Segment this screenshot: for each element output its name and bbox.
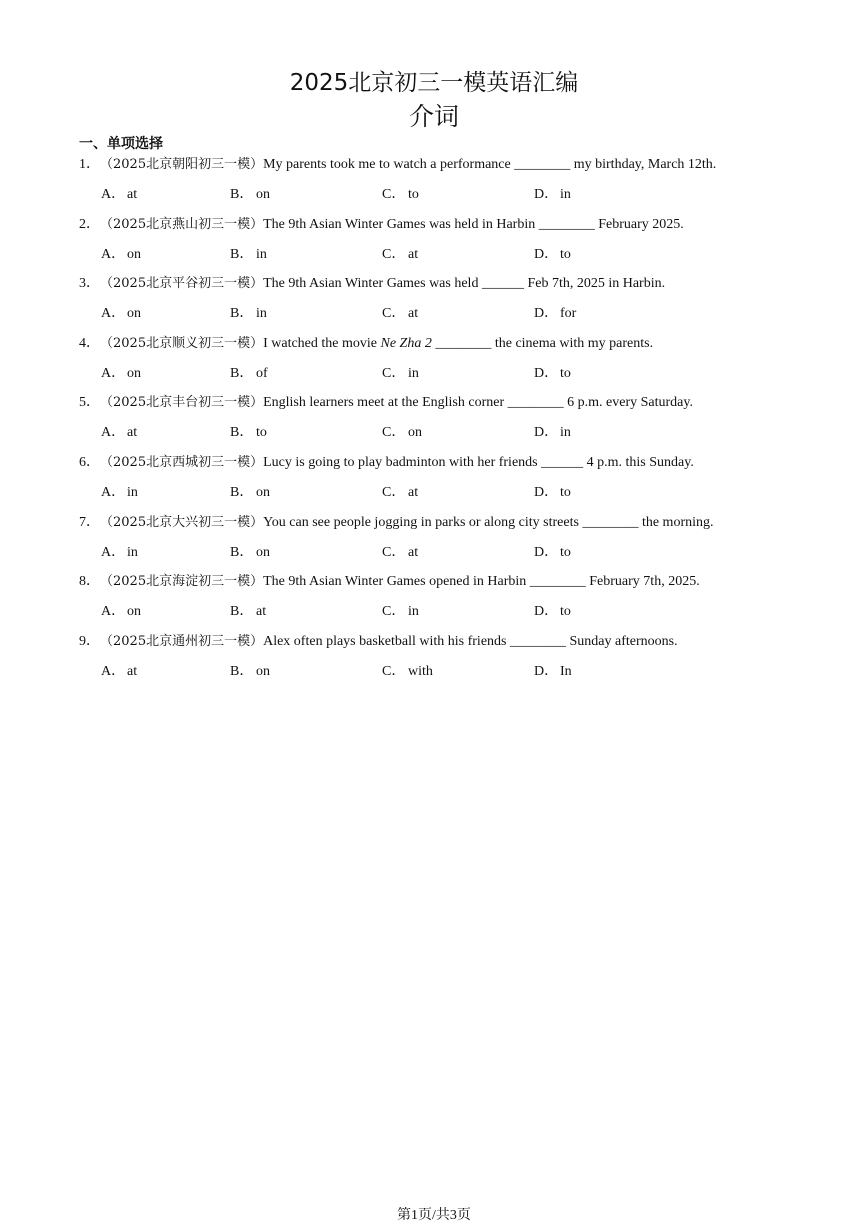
option-letter: A．: [101, 246, 126, 262]
option-text: at: [256, 604, 267, 620]
option-letter: C．: [382, 484, 406, 500]
question-text-end: the cinema with my parents.: [494, 335, 654, 351]
answer-option: [534, 602, 571, 622]
answer-option: [382, 185, 419, 205]
option-letter: A．: [101, 663, 126, 679]
answer-options: [0, 483, 868, 503]
question-number: 1．: [79, 157, 100, 172]
answer-option: [534, 543, 571, 563]
option-text: in: [127, 544, 138, 560]
option-text: in: [560, 187, 571, 202]
option-text: for: [560, 306, 577, 322]
question-text: The 9th Asian Winter Games was held: [263, 276, 479, 292]
question-text: My parents took me to watch a performance: [263, 157, 511, 172]
option-letter: A．: [101, 544, 126, 560]
answer-option: [101, 483, 138, 503]
answer-blank: ______: [481, 276, 524, 292]
option-letter: A．: [101, 187, 126, 202]
answer-option: [534, 245, 571, 265]
answer-options: [0, 662, 868, 682]
answer-option: [101, 304, 141, 324]
answer-option: [230, 304, 267, 324]
option-letter: C．: [382, 663, 406, 679]
answer-options: [0, 245, 868, 265]
section-heading: 一、单项选择: [79, 136, 163, 152]
answer-options: [0, 304, 868, 324]
question-item: [0, 509, 868, 569]
option-text: on: [256, 544, 270, 560]
page-title: 2025北京初三一模英语汇编: [289, 70, 579, 96]
option-text: at: [408, 246, 419, 262]
option-letter: C．: [382, 246, 406, 262]
question-number: 9．: [79, 633, 100, 649]
answer-option: [382, 602, 419, 622]
option-letter: B．: [230, 187, 254, 202]
question-stem: [79, 453, 694, 473]
question-number: 6．: [79, 454, 100, 470]
question-source: （2025北京西城初三一模）: [100, 454, 264, 470]
answer-option: [101, 245, 141, 265]
answer-option: [382, 364, 419, 384]
answer-option: [230, 245, 267, 265]
question-text-end: the morning.: [641, 514, 714, 530]
question-stem: [79, 334, 653, 354]
option-letter: D．: [534, 604, 559, 620]
answer-option: [101, 185, 137, 205]
option-text: to: [560, 484, 571, 500]
answer-option: [382, 483, 418, 503]
option-text: with: [408, 663, 433, 679]
answer-option: [382, 543, 418, 563]
option-letter: D．: [534, 306, 559, 322]
answer-blank: ________: [435, 335, 492, 351]
option-letter: D．: [534, 246, 559, 262]
answer-option: [230, 423, 267, 443]
option-letter: A．: [101, 604, 126, 620]
question-text: You can see people jogging in parks or along city streets: [263, 514, 579, 530]
answer-option: [382, 304, 418, 324]
question-stem: [79, 155, 716, 175]
question-item: [0, 568, 868, 628]
answer-blank: ________: [514, 157, 571, 172]
question-italic-title: Ne Zha 2: [380, 335, 432, 351]
answer-option: [534, 364, 571, 384]
question-number: 8．: [79, 574, 100, 590]
question-number: 2．: [79, 216, 100, 232]
question-source: （2025北京平谷初三一模）: [100, 276, 264, 292]
question-text-end: Sunday afternoons.: [569, 633, 678, 649]
option-text: at: [127, 663, 138, 679]
question-item: [0, 211, 868, 271]
question-text: Lucy is going to play badminton with her friends: [263, 454, 538, 470]
answer-option: [534, 483, 571, 503]
option-letter: C．: [382, 425, 406, 441]
question-stem: [79, 632, 678, 652]
answer-blank: ________: [582, 514, 639, 530]
question-text-end: February 2025.: [598, 216, 684, 232]
answer-option: [230, 662, 270, 682]
option-letter: D．: [534, 544, 559, 560]
answer-options: [0, 543, 868, 563]
answer-options: [0, 185, 868, 205]
answer-option: [101, 662, 137, 682]
answer-option: [382, 662, 433, 682]
answer-option: [230, 185, 270, 205]
question-text-end: my birthday, March 12th.: [573, 157, 717, 172]
question-number: 3．: [79, 276, 100, 292]
question-text: The 9th Asian Winter Games opened in Harbin: [263, 574, 527, 590]
question-text-end: February 7th, 2025.: [589, 574, 700, 590]
option-text: on: [127, 306, 141, 322]
question-stem: [79, 215, 684, 235]
answer-option: [534, 423, 571, 443]
question-source: （2025北京燕山初三一模）: [100, 216, 264, 232]
option-letter: B．: [230, 246, 254, 262]
answer-option: [230, 364, 268, 384]
question-source: （2025北京通州初三一模）: [100, 633, 264, 649]
option-letter: C．: [382, 544, 406, 560]
option-letter: A．: [101, 425, 126, 441]
answer-blank: ________: [529, 574, 586, 590]
option-letter: B．: [230, 484, 254, 500]
option-letter: A．: [101, 306, 126, 322]
answer-option: [101, 364, 141, 384]
answer-option: [534, 185, 571, 205]
option-letter: B．: [230, 425, 254, 441]
answer-options: [0, 602, 868, 622]
option-text: to: [560, 365, 571, 381]
option-text: of: [256, 365, 268, 381]
option-letter: B．: [230, 663, 254, 679]
answer-option: [230, 543, 270, 563]
option-text: on: [256, 187, 270, 202]
option-text: In: [560, 663, 572, 679]
question-list: [0, 151, 868, 687]
option-text: in: [408, 604, 419, 620]
option-text: in: [560, 425, 571, 441]
option-letter: A．: [101, 365, 126, 381]
question-source: （2025北京丰台初三一模）: [100, 395, 264, 411]
option-text: in: [127, 484, 138, 500]
option-text: on: [127, 246, 141, 262]
question-item: [0, 628, 868, 688]
option-text: at: [127, 187, 138, 202]
option-letter: B．: [230, 306, 254, 322]
option-text: on: [127, 604, 141, 620]
option-text: at: [408, 484, 419, 500]
option-text: in: [256, 246, 267, 262]
question-text-end: 4 p.m. this Sunday.: [586, 454, 694, 470]
option-text: in: [256, 306, 267, 322]
option-letter: D．: [534, 663, 559, 679]
question-source: （2025北京海淀初三一模）: [100, 574, 264, 590]
answer-option: [101, 423, 137, 443]
answer-option: [534, 304, 576, 324]
answer-blank: ________: [510, 633, 566, 649]
option-text: on: [127, 365, 141, 381]
option-letter: C．: [382, 187, 406, 202]
question-stem: [79, 274, 665, 294]
answer-option: [101, 602, 141, 622]
option-letter: A．: [101, 484, 126, 500]
option-text: on: [256, 663, 270, 679]
answer-option: [382, 245, 418, 265]
option-text: to: [256, 425, 267, 441]
answer-blank: ________: [538, 216, 595, 232]
question-text-end: Feb 7th, 2025 in Harbin.: [527, 276, 666, 292]
question-item: [0, 151, 868, 211]
option-text: at: [127, 425, 138, 441]
question-source: （2025北京大兴初三一模）: [100, 514, 264, 530]
option-letter: D．: [534, 484, 559, 500]
question-text: I watched the movie: [263, 335, 377, 351]
option-text: on: [408, 425, 422, 441]
option-text: at: [408, 306, 419, 322]
question-item: [0, 389, 868, 449]
question-item: [0, 330, 868, 390]
question-stem: [79, 513, 714, 533]
option-text: in: [408, 365, 419, 381]
question-stem: [79, 572, 700, 592]
option-letter: B．: [230, 544, 254, 560]
option-letter: B．: [230, 365, 254, 381]
answer-blank: ______: [541, 454, 584, 470]
question-item: [0, 449, 868, 509]
answer-options: [0, 364, 868, 384]
option-letter: C．: [382, 306, 406, 322]
answer-options: [0, 423, 868, 443]
option-letter: D．: [534, 365, 559, 381]
question-source: （2025北京顺义初三一模）: [100, 335, 264, 351]
answer-blank: ________: [507, 395, 564, 411]
option-text: to: [560, 604, 571, 620]
question-item: [0, 270, 868, 330]
question-text: The 9th Asian Winter Games was held in Harbin: [263, 216, 536, 232]
answer-option: [230, 483, 270, 503]
answer-option: [101, 543, 138, 563]
option-text: at: [408, 544, 419, 560]
question-number: 5．: [79, 395, 100, 411]
option-letter: C．: [382, 604, 406, 620]
answer-option: [230, 602, 266, 622]
answer-option: [534, 662, 572, 682]
option-text: to: [408, 187, 419, 202]
option-letter: C．: [382, 365, 406, 381]
page-footer: 第1页/共3页: [397, 1208, 471, 1223]
question-source: （2025北京朝阳初三一模）: [100, 157, 264, 172]
question-stem: [79, 393, 693, 413]
option-letter: D．: [534, 425, 559, 441]
option-text: to: [560, 246, 571, 262]
question-text-end: 6 p.m. every Saturday.: [567, 395, 693, 411]
question-number: 7．: [79, 514, 100, 530]
option-text: on: [256, 484, 270, 500]
option-letter: B．: [230, 604, 254, 620]
page-subtitle: 介词: [408, 102, 459, 131]
question-text: Alex often plays basketball with his friends: [263, 633, 507, 649]
option-text: to: [560, 544, 571, 560]
question-text: English learners meet at the English corner: [263, 395, 505, 411]
option-letter: D．: [534, 187, 559, 202]
question-number: 4．: [79, 335, 100, 351]
answer-option: [382, 423, 422, 443]
